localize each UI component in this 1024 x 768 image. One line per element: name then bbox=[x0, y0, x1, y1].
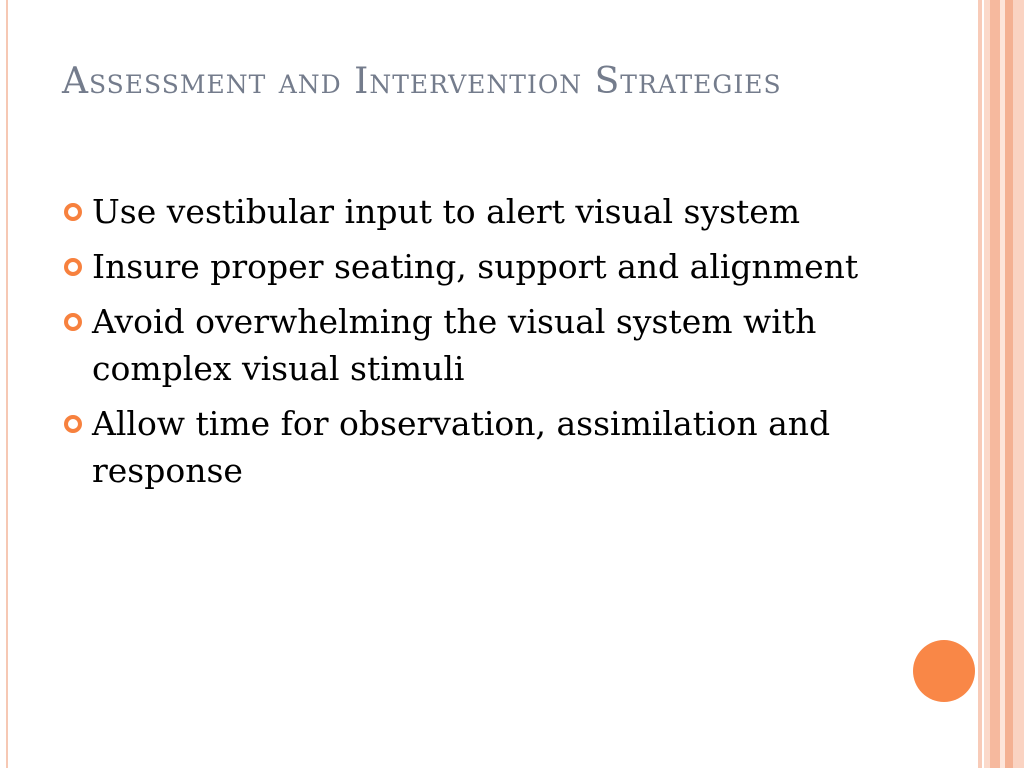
bullet-text: Allow time for observation, assimilation and response bbox=[92, 404, 831, 490]
bullet-circle-icon bbox=[64, 415, 82, 433]
bullet-circle-icon bbox=[64, 313, 82, 331]
bullet-item bbox=[62, 298, 862, 392]
bullet-list bbox=[62, 188, 862, 502]
bullet-circle-icon bbox=[64, 203, 82, 221]
bullet-text: Use vestibular input to alert visual system bbox=[92, 192, 801, 231]
right-stripe bbox=[1013, 0, 1024, 768]
bullet-item bbox=[62, 188, 862, 235]
right-stripe bbox=[990, 0, 1000, 768]
right-stripe bbox=[1005, 0, 1013, 768]
left-border-line bbox=[6, 0, 8, 768]
bullet-text: Insure proper seating, support and alignment bbox=[92, 247, 859, 286]
bullet-text: Avoid overwhelming the visual system with complex visual stimuli bbox=[92, 302, 817, 388]
right-stripe bbox=[978, 0, 982, 768]
slide-title: Assessment and Intervention Strategies bbox=[62, 61, 782, 102]
bullet-item bbox=[62, 243, 862, 290]
bullet-item bbox=[62, 400, 862, 494]
bullet-circle-icon bbox=[64, 258, 82, 276]
decorative-orange-circle bbox=[913, 640, 975, 702]
